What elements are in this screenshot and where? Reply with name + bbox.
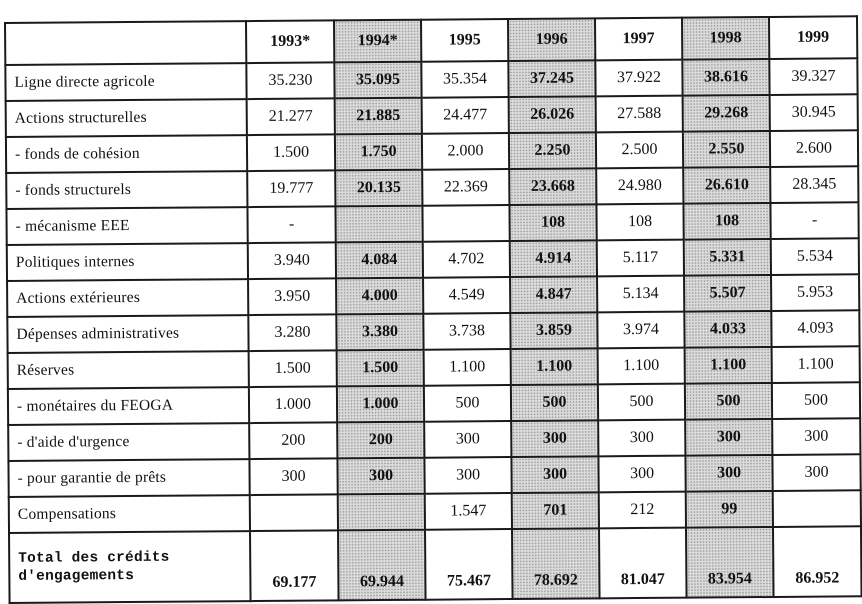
header-year-cell: 1997 [595,18,682,61]
value-cell: 701 [512,492,599,529]
header-year-cell: 1995 [421,19,508,62]
value-cell [422,205,509,242]
total-value-cell: 78.692 [512,528,600,599]
total-row [9,526,862,603]
value-cell: 3.950 [248,278,336,315]
value-cell: 29.268 [683,95,770,132]
value-cell [250,494,338,531]
row-label: Ligne directe agricole [5,63,246,101]
value-cell: 1.100 [598,348,685,385]
value-cell: 3.940 [248,242,336,279]
value-cell: - [247,206,335,243]
row-label: Actions structurelles [6,99,247,137]
value-cell [773,490,861,527]
value-cell [335,206,422,243]
value-cell: 1.100 [685,347,772,384]
value-cell: 30.945 [770,94,858,131]
value-cell: 21.885 [335,98,422,135]
value-cell: 22.369 [422,169,509,206]
row-label: - d'aide d'urgence [8,423,249,461]
value-cell: 500 [424,385,511,422]
value-cell: 4.033 [684,311,771,348]
value-cell: 4.093 [771,310,859,347]
value-cell: 23.668 [509,168,596,205]
value-cell: 20.135 [335,170,422,207]
value-cell: 5.534 [771,238,859,275]
value-cell: 21.277 [247,98,335,135]
value-cell: 300 [337,458,424,495]
row-label: Réserves [8,351,249,389]
value-cell [338,494,425,531]
row-label: - monétaires du FEOGA [8,387,249,425]
value-cell: 35.354 [421,61,508,98]
value-cell: 1.100 [511,348,598,385]
value-cell: 300 [772,418,860,455]
value-cell: 1.100 [424,349,511,386]
row-label: Politiques internes [7,243,248,281]
value-cell: 2.000 [422,133,509,170]
total-value-cell: 86.952 [773,526,862,597]
value-cell: 108 [596,204,683,241]
value-cell: 24.477 [422,97,509,134]
value-cell: 1.100 [772,346,860,383]
value-cell: 2.500 [596,132,683,169]
value-cell: 19.777 [247,170,335,207]
total-value-cell: 69.177 [250,530,339,601]
value-cell: 35.095 [334,62,421,99]
value-cell: 1.000 [337,386,424,423]
value-cell: 4.702 [423,241,510,278]
total-label: Total des crédits d'engagements [9,531,251,603]
value-cell: 212 [599,492,686,529]
value-cell: - [770,202,858,239]
value-cell: 300 [598,420,685,457]
value-cell: 300 [511,420,598,457]
value-cell: 500 [598,384,685,421]
row-label: Actions extérieures [7,279,248,317]
total-value-cell: 81.047 [599,528,687,599]
header-row [5,16,857,65]
value-cell: 37.922 [595,60,682,97]
value-cell: 300 [249,458,337,495]
value-cell: 3.974 [597,312,684,349]
value-cell: 99 [686,491,773,528]
value-cell: 500 [772,382,860,419]
value-cell: 27.588 [596,96,683,133]
row-label: - fonds de cohésion [6,135,247,173]
value-cell: 300 [685,455,772,492]
value-cell: 4.549 [423,277,510,314]
total-value-cell: 69.944 [338,530,426,601]
value-cell: 500 [685,383,772,420]
value-cell: 26.026 [509,96,596,133]
row-label: - mécanisme EEE [6,207,247,245]
value-cell: 200 [249,422,337,459]
value-cell: 35.230 [246,62,334,99]
value-cell: 3.380 [336,314,423,351]
value-cell: 5.507 [684,275,771,312]
header-year-cell: 1998 [682,17,769,60]
total-value-cell: 83.954 [686,527,774,598]
value-cell: 4.914 [510,240,597,277]
value-cell: 1.547 [425,493,512,530]
value-cell: 2.550 [683,131,770,168]
value-cell: 4.000 [336,278,423,315]
value-cell: 300 [685,419,772,456]
value-cell: 3.738 [423,313,510,350]
value-cell: 300 [424,421,511,458]
value-cell: 5.953 [771,274,859,311]
row-label: - fonds structurels [6,171,247,209]
value-cell: 28.345 [770,166,858,203]
header-year-cell: 1996 [508,18,595,61]
value-cell: 24.980 [596,168,683,205]
value-cell: 4.084 [336,242,423,279]
value-cell: 26.610 [683,167,770,204]
value-cell: 3.859 [510,312,597,349]
value-cell: 108 [683,203,770,240]
value-cell: 5.134 [597,276,684,313]
value-cell: 108 [509,204,596,241]
header-corner-cell [5,21,246,65]
value-cell: 300 [598,456,685,493]
value-cell: 300 [772,454,860,491]
value-cell: 300 [424,457,511,494]
value-cell: 1.000 [249,386,337,423]
value-cell: 1.500 [249,350,337,387]
value-cell: 300 [511,456,598,493]
value-cell: 3.280 [248,314,336,351]
value-cell: 5.331 [684,239,771,276]
value-cell: 2.250 [509,132,596,169]
value-cell: 1.500 [337,350,424,387]
value-cell: 200 [337,422,424,459]
table-body [5,58,861,603]
value-cell: 1.750 [335,134,422,171]
value-cell: 1.500 [247,134,335,171]
budget-table [4,15,862,604]
header-year-cell: 1999 [769,16,857,59]
row-label: Compensations [9,495,250,533]
row-label: - pour garantie de prêts [8,459,249,497]
header-year-cell: 1994* [334,20,421,63]
row-label: Dépenses administratives [7,315,248,353]
value-cell: 39.327 [769,58,857,95]
header-year-cell: 1993* [246,20,334,63]
value-cell: 37.245 [508,60,595,97]
value-cell: 5.117 [597,240,684,277]
value-cell: 38.616 [682,59,769,96]
value-cell: 500 [511,384,598,421]
value-cell: 2.600 [770,130,858,167]
value-cell: 4.847 [510,276,597,313]
total-value-cell: 75.467 [425,529,513,600]
